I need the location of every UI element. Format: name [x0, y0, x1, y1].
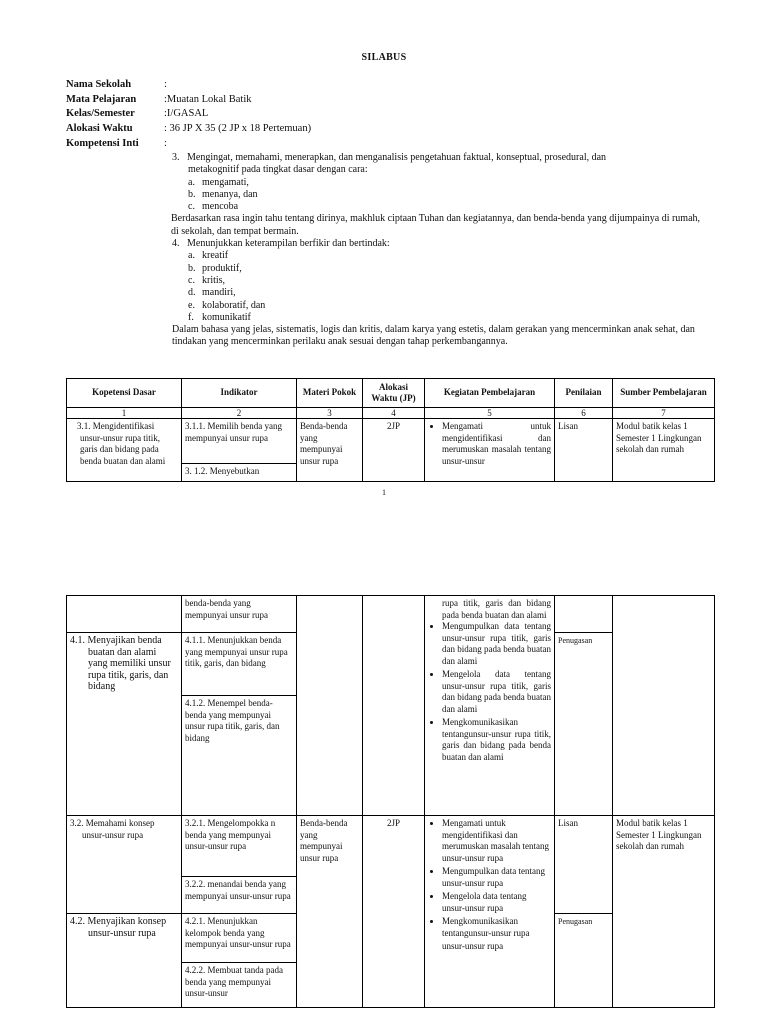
- ki4-number: 4.: [172, 238, 180, 250]
- penilaian-cell: Lisan: [555, 816, 613, 914]
- list-item: • Mengkomunikasikan tentangunsur-unsur rupa titik, garis dan bidang pada benda buatan dan alami: [442, 717, 551, 763]
- kegiatan-cont: unsur-unsur rupa: [442, 941, 504, 951]
- info-value: :I/GASAL: [164, 108, 209, 120]
- indicator-cell: 4.2.2. Membuat tanda pada benda yang mempunyai unsur-unsur: [182, 963, 297, 1008]
- header-cell: Indikator: [182, 379, 297, 408]
- list-text: mengamati,: [202, 176, 249, 188]
- kd-cell: [67, 816, 182, 914]
- identity-block: [66, 78, 311, 151]
- info-label: Alokasi Waktu: [66, 123, 133, 135]
- ki4-paragraph: Dalam bahasa yang jelas, sistematis, logis dan kritis, dalam karya yang estetis, dalam gerakan yang mencerminkan anak sehat, dan tindakan yang mencerminkan perilaku anak sesuai dengan tahap perkembangannya.: [172, 324, 695, 348]
- indicator-cell: 4.1.2. Menempel benda-benda yang mempunyai unsur rupa titik, garis, dan bidang: [182, 696, 297, 816]
- indicator-cell: 4.2.1. Menunjukkan kelompok benda yang mempunyai unsur-unsur rupa: [182, 914, 297, 963]
- info-row: [66, 93, 311, 108]
- table-row: [67, 816, 715, 877]
- list-item: [172, 263, 707, 275]
- column-number: 7: [613, 408, 715, 419]
- list-item: • Mengkomunikasikan tentangunsur-unsur rupa: [442, 916, 551, 939]
- kegiatan-cell: [425, 419, 555, 482]
- list-item: • Mengamati untuk mengidentifikasi dan merumuskan masalah tentang unsur-unsur rupa: [442, 818, 551, 864]
- indicator-cell: 3.1.1. Memilih benda yang mempunyai unsur rupa: [182, 419, 297, 464]
- list-item: • Mengelola data tentang unsur-unsur rupa titik, garis dan bidang pada benda buatan dan alami: [442, 669, 551, 715]
- indicator-cell: benda-benda yang mempunyai unsur rupa: [182, 596, 297, 633]
- materi-cell: Benda-benda yang mempunyai unsur rupa: [297, 419, 363, 482]
- kompetensi-inti: [172, 152, 707, 349]
- list-item: [172, 189, 707, 201]
- ki3-paragraph: Berdasarkan rasa ingin tahu tentang dirinya, makhluk ciptaan Tuhan dan kegiatannya, dan benda-benda yang dijumpainya di rumah, di sekolah, dan tempat bermain.: [171, 213, 701, 237]
- indicator-cell: 4.1.1. Menunjukkan benda yang mempunyai unsur rupa titik, garis, dan bidang: [182, 633, 297, 696]
- list-marker: f.: [188, 311, 194, 323]
- kd-text: 3.1. Mengidentifikasi unsur-unsur rupa titik, garis dan bidang pada benda buatan dan alami: [77, 421, 166, 466]
- list-item: [172, 177, 707, 189]
- list-item: • Mengumpulkan data tentang unsur-unsur rupa: [442, 866, 551, 889]
- page-2: [0, 560, 768, 1024]
- sumber-cell: [613, 596, 715, 816]
- list-marker: d.: [188, 287, 196, 299]
- indicator-cell: [182, 464, 297, 482]
- header-cell: Sumber Pembelajaran: [613, 379, 715, 408]
- list-item: [172, 287, 707, 299]
- list-text: produktif,: [202, 262, 242, 274]
- column-number: 2: [182, 408, 297, 419]
- kd-text: 4.1. Menyajikan benda buatan dan alami yang memiliki unsur rupa titik, garis, dan bidang: [70, 635, 171, 692]
- ki3-text-cont: metakognitif pada tingkat dasar dengan cara:: [188, 164, 368, 176]
- column-number-row: [67, 408, 715, 419]
- list-text: kreatif: [202, 250, 229, 262]
- info-row: [66, 122, 311, 137]
- ki3-number: 3.: [172, 152, 180, 163]
- column-number: 6: [555, 408, 613, 419]
- alokasi-cell: [363, 596, 425, 816]
- penilaian-cell: Penugasan: [555, 914, 613, 1008]
- column-number: 4: [363, 408, 425, 419]
- alokasi-cell: 2JP: [363, 816, 425, 1008]
- syllabus-table: [66, 378, 715, 482]
- info-row: [66, 137, 311, 152]
- kd-cell: [67, 633, 182, 816]
- column-number: 5: [425, 408, 555, 419]
- sumber-cell: Modul batik kelas 1 Semester 1 Lingkungan sekolah dan rumah: [613, 419, 715, 482]
- page-number: 1: [382, 488, 386, 497]
- penilaian-cell: Lisan: [555, 419, 613, 482]
- penilaian-cell: [555, 596, 613, 633]
- list-marker: c.: [188, 274, 195, 286]
- list-item: [172, 275, 707, 287]
- table-row: [67, 596, 715, 633]
- materi-cell: Benda-benda yang mempunyai unsur rupa: [297, 816, 363, 1008]
- info-label: Kelas/Semester: [66, 108, 135, 120]
- list-text: mencoba: [202, 201, 239, 213]
- indicator-cell: 3.2.1. Mengelompokka n benda yang mempunyai unsur-unsur rupa: [182, 816, 297, 877]
- header-cell: Penilaian: [555, 379, 613, 408]
- kd-text: 4.2. Menyajikan konsep unsur-unsur rupa: [70, 916, 167, 939]
- info-value: :: [164, 137, 167, 149]
- list-marker: b.: [188, 262, 196, 274]
- list-item: • Mengumpulkan data tentang unsur-unsur rupa titik, garis dan bidang pada benda buatan dan alami: [442, 621, 551, 667]
- ki3-text: Mengingat, memahami, menerapkan, dan menganalisis pengetahuan faktual, konseptual, prosedural, dan: [187, 152, 607, 163]
- kegiatan-list: [428, 621, 551, 763]
- list-marker: b.: [188, 188, 196, 200]
- info-value: :: [164, 79, 167, 90]
- header-cell: Alokasi Waktu (JP): [363, 379, 425, 408]
- list-marker: e.: [188, 299, 195, 311]
- kegiatan-list: [428, 421, 551, 471]
- list-item: [172, 300, 707, 312]
- list-marker: a.: [188, 176, 195, 188]
- list-item: [172, 250, 707, 262]
- info-label: Nama Sekolah: [66, 79, 132, 90]
- indicator-text: 3. 1.2. Menyebutkan: [185, 466, 260, 476]
- penilaian-cell: Penugasan: [555, 633, 613, 816]
- table-row: [67, 419, 715, 464]
- list-text: komunikatif: [202, 311, 251, 323]
- list-item: [172, 312, 707, 324]
- list-marker: a.: [188, 250, 195, 262]
- list-item: • Mengamati untuk mengidentifikasi dan merumuskan masalah tentang unsur-unsur: [442, 421, 551, 467]
- ki3-list: [172, 177, 707, 214]
- kd-cell: [67, 914, 182, 1008]
- kegiatan-list: [428, 818, 551, 939]
- ki4-list: [172, 250, 707, 324]
- info-label: Mata Pelajaran: [66, 93, 137, 105]
- document-title: SILABUS: [361, 52, 407, 63]
- list-text: mandiri,: [202, 287, 236, 299]
- info-label: Kompetensi Inti: [66, 137, 139, 149]
- table-header-row: [67, 379, 715, 408]
- header-cell: Kegiatan Pembelajaran: [425, 379, 555, 408]
- list-marker: c.: [188, 201, 195, 213]
- info-value: : 36 JP X 35 (2 JP x 18 Pertemuan): [164, 123, 312, 135]
- indicator-cell: 3.2.2. menandai benda yang mempunyai unsur-unsur rupa: [182, 877, 297, 914]
- header-cell: Materi Pokok: [297, 379, 363, 408]
- syllabus-table-continued: [66, 595, 715, 1008]
- ki4-text: Menunjukkan keterampilan berfikir dan bertindak:: [187, 238, 390, 250]
- kegiatan-cont: rupa titik, garis dan bidang pada benda buatan dan alami: [442, 598, 551, 620]
- header-cell: Kopetensi Dasar: [67, 379, 182, 408]
- column-number: 3: [297, 408, 363, 419]
- list-item: [172, 201, 707, 213]
- list-text: kritis,: [202, 274, 226, 286]
- info-row: [66, 78, 311, 93]
- list-text: kolaboratif, dan: [202, 299, 266, 311]
- kegiatan-cell: [425, 596, 555, 816]
- list-text: menanya, dan: [202, 188, 258, 200]
- kd-cell: [67, 419, 182, 482]
- kd-cell: [67, 596, 182, 633]
- column-number: 1: [67, 408, 182, 419]
- materi-cell: [297, 596, 363, 816]
- info-row: [66, 107, 311, 122]
- alokasi-cell: 2JP: [363, 419, 425, 482]
- list-item: • Mengelola data tentang unsur-unsur rupa: [442, 891, 551, 914]
- kd-text: 3.2. Memahami konsep unsur-unsur rupa: [70, 818, 155, 840]
- sumber-cell: Modul batik kelas 1 Semester 1 Lingkungan sekolah dan rumah: [613, 816, 715, 1008]
- kegiatan-cell: [425, 816, 555, 1008]
- info-value: :Muatan Lokal Batik: [164, 93, 252, 105]
